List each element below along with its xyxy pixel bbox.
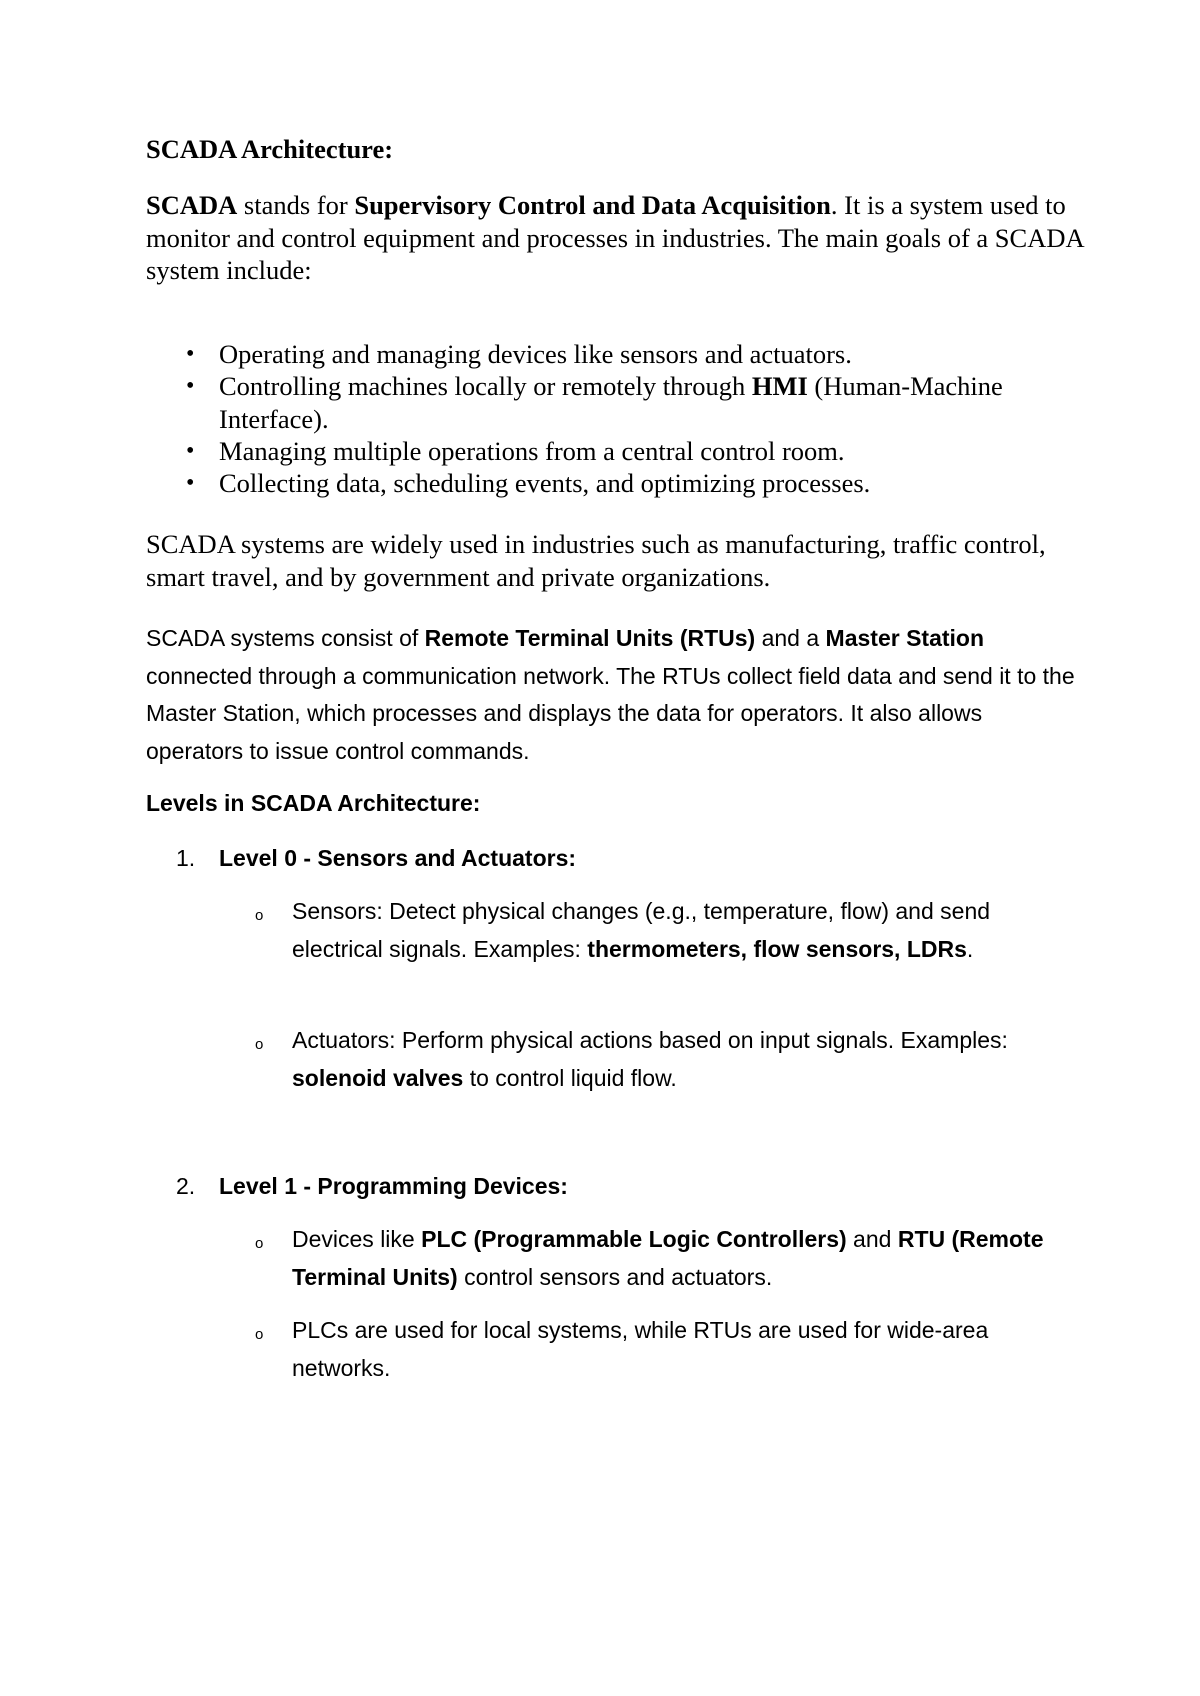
list-item: Controlling machines locally or remotely through HMI (Human-Machine Interface). [219, 371, 1003, 434]
bullet-icon: • [186, 438, 195, 464]
list-item: Operating and managing devices like sensors and actuators. [219, 339, 852, 369]
sub-bullet-icon: o [255, 1326, 264, 1343]
level-number: 2. [176, 1173, 196, 1199]
level-title: Level 0 - Sensors and Actuators: [219, 845, 577, 871]
levels-heading: Levels in SCADA Architecture: [146, 790, 481, 816]
level-title: Level 1 - Programming Devices: [219, 1173, 568, 1199]
level-number: 1. [176, 845, 196, 871]
level-detail: Actuators: Perform physical actions based on input signals. Examples: solenoid valves to control liquid flow. [292, 1027, 1008, 1091]
sub-bullet-icon: o [255, 907, 264, 924]
document-title: SCADA Architecture: [146, 134, 394, 164]
list-item: Managing multiple operations from a central control room. [219, 436, 845, 466]
bullet-icon: • [186, 373, 195, 399]
list-item: Collecting data, scheduling events, and optimizing processes. [219, 468, 871, 498]
sub-bullet-icon: o [255, 1235, 264, 1252]
consist-paragraph: SCADA systems consist of Remote Terminal Units (RTUs) and a Master Station connected through a communication network. The RTUs collect field data and send it to the Master Station, which processes and displays the data for operators. It also allows operators to issue control commands. [146, 625, 1075, 764]
level-detail: PLCs are used for local systems, while RTUs are used for wide-area networks. [292, 1317, 989, 1381]
intro-paragraph: SCADA stands for Supervisory Control and Data Acquisition. It is a system used to monitor and control equipment and processes in industries. The main goals of a SCADA system include: [146, 190, 1084, 285]
bullet-icon: • [186, 341, 195, 367]
level-detail: Devices like PLC (Programmable Logic Controllers) and RTU (Remote Terminal Units) control sensors and actuators. [292, 1226, 1044, 1290]
sub-bullet-icon: o [255, 1036, 264, 1053]
bullet-icon: • [186, 470, 195, 496]
level-detail: Sensors: Detect physical changes (e.g., temperature, flow) and send electrical signals. Examples: thermometers, flow sensors, LDRs. [292, 898, 991, 962]
usage-paragraph: SCADA systems are widely used in industries such as manufacturing, traffic control, smart travel, and by government and private organizations. [146, 529, 1046, 592]
